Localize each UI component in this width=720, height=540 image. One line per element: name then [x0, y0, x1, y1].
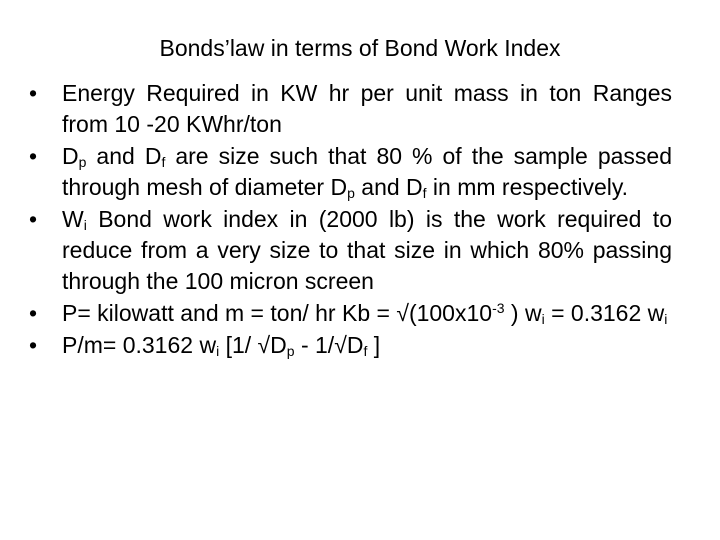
bullet-text: P= kilowatt and m = ton/ hr Kb = √(100x10 — [62, 300, 493, 326]
bullet-dot-icon: • — [29, 206, 38, 232]
bullet-item-size-definition — [28, 141, 672, 203]
subscript: f — [161, 154, 166, 170]
bullet-dot-icon: • — [29, 332, 38, 358]
bullet-text: W — [62, 206, 84, 232]
bullet-list — [28, 78, 672, 362]
bullet-text: ) w — [504, 300, 542, 326]
bullet-dot-icon: • — [29, 80, 38, 106]
bullet-text: are size such that 80 % of the sample passed through mesh of diameter D — [62, 143, 673, 200]
bullet-text: and D — [354, 174, 423, 200]
subscript: f — [422, 185, 427, 201]
subscript: p — [286, 343, 295, 359]
subscript: p — [78, 154, 87, 170]
subscript: i — [83, 217, 87, 233]
bullet-text: D — [62, 143, 79, 169]
bullet-text: = 0.3162 w — [544, 300, 665, 326]
bullet-item-work-index — [28, 204, 672, 297]
bullet-dot-icon: • — [29, 143, 38, 169]
bullet-text: in mm respectively. — [426, 174, 629, 200]
subscript: i — [664, 311, 668, 327]
bullet-item-power-formula — [28, 330, 672, 361]
bullet-text: Bond work index in (2000 lb) is the work required to reduce from a very size to that size in which 80% passing through the 100 micron screen — [62, 206, 672, 294]
subscript: i — [216, 343, 220, 359]
slide-title: Bonds’law in terms of Bond Work Index — [159, 35, 561, 61]
bullet-item-energy-required — [28, 78, 672, 140]
subscript: f — [363, 343, 368, 359]
bullet-text: ] — [367, 332, 381, 358]
bullet-item-kb-formula — [28, 298, 672, 329]
bullet-text: - 1/√D — [294, 332, 364, 358]
superscript: -3 — [492, 300, 505, 316]
bullet-text: Energy Required in KW hr per unit mass in ton Ranges from 10 -20 KWhr/ton — [62, 80, 672, 137]
subscript: p — [347, 185, 355, 201]
bullet-text: P/m= 0.3162 w — [62, 332, 217, 358]
bullet-text: and D — [86, 143, 162, 169]
subscript: i — [541, 311, 545, 327]
bullet-dot-icon: • — [29, 300, 38, 326]
bullet-text: [1/ √D — [219, 332, 287, 358]
